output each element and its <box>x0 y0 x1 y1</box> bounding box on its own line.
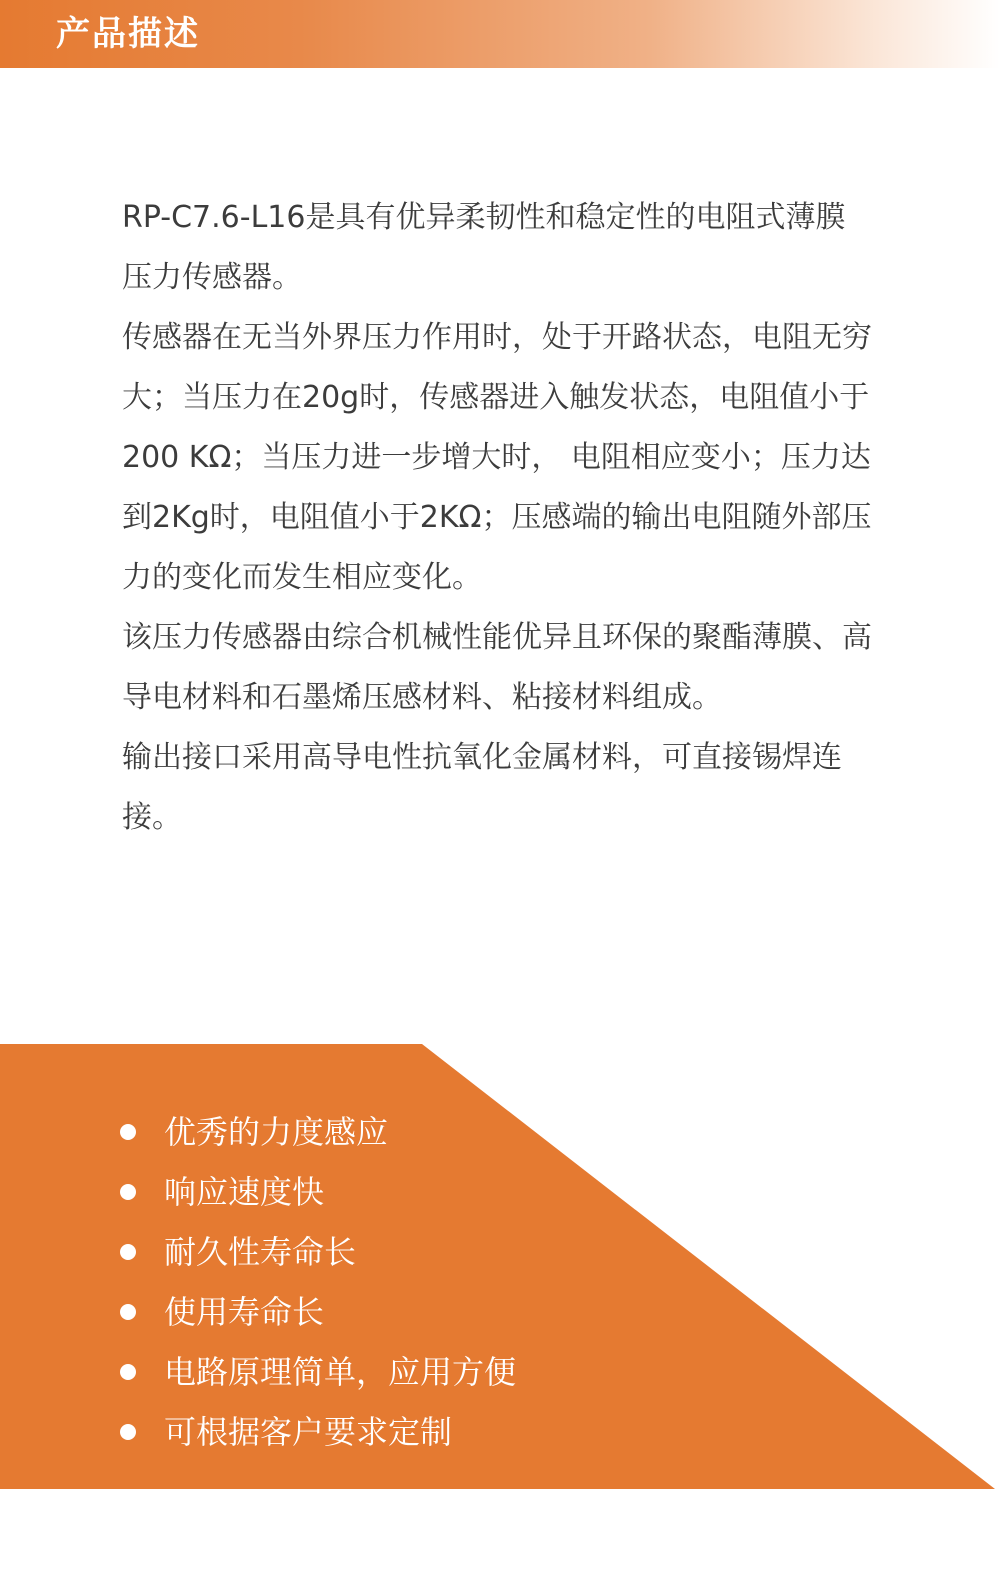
feature-list <box>120 1102 516 1462</box>
bullet-dot-icon <box>120 1124 136 1140</box>
section-title: 产品描述 <box>56 14 200 54</box>
product-description <box>122 188 872 848</box>
bullet-dot-icon <box>120 1184 136 1200</box>
feature-item <box>120 1102 516 1162</box>
feature-item <box>120 1162 516 1222</box>
feature-item <box>120 1402 516 1462</box>
description-paragraph: 传感器在无当外界压力作用时，处于开路状态，电阻无穷大；当压力在20g时，传感器进入触发状态，电阻值小于200 KΩ；当压力进一步增大时， 电阻相应变小；压力达到2Kg时，电阻值小于2KΩ；压感端的输出电阻随外部压力的变化而发生相应变化。 <box>122 320 872 595</box>
feature-item <box>120 1222 516 1282</box>
feature-text: 使用寿命长 <box>164 1293 325 1331</box>
bullet-dot-icon <box>120 1304 136 1320</box>
bullet-dot-icon <box>120 1424 136 1440</box>
description-paragraph: RP-C7.6-L16是具有优异柔韧性和稳定性的电阻式薄膜压力传感器。 <box>122 200 846 295</box>
bullet-dot-icon <box>120 1244 136 1260</box>
feature-item <box>120 1342 516 1402</box>
header-bar <box>0 0 1000 68</box>
feature-text: 优秀的力度感应 <box>164 1113 389 1151</box>
description-paragraph: 该压力传感器由综合机械性能优异且环保的聚酯薄膜、高导电材料和石墨烯压感材料、粘接材料组成。 <box>122 620 872 715</box>
feature-text: 电路原理简单，应用方便 <box>164 1353 517 1391</box>
description-paragraph: 输出接口采用高导电性抗氧化金属材料，可直接锡焊连接。 <box>122 740 842 835</box>
feature-item <box>120 1282 516 1342</box>
feature-text: 可根据客户要求定制 <box>164 1413 453 1451</box>
feature-text: 响应速度快 <box>164 1173 325 1211</box>
bullet-dot-icon <box>120 1364 136 1380</box>
feature-text: 耐久性寿命长 <box>164 1233 357 1271</box>
